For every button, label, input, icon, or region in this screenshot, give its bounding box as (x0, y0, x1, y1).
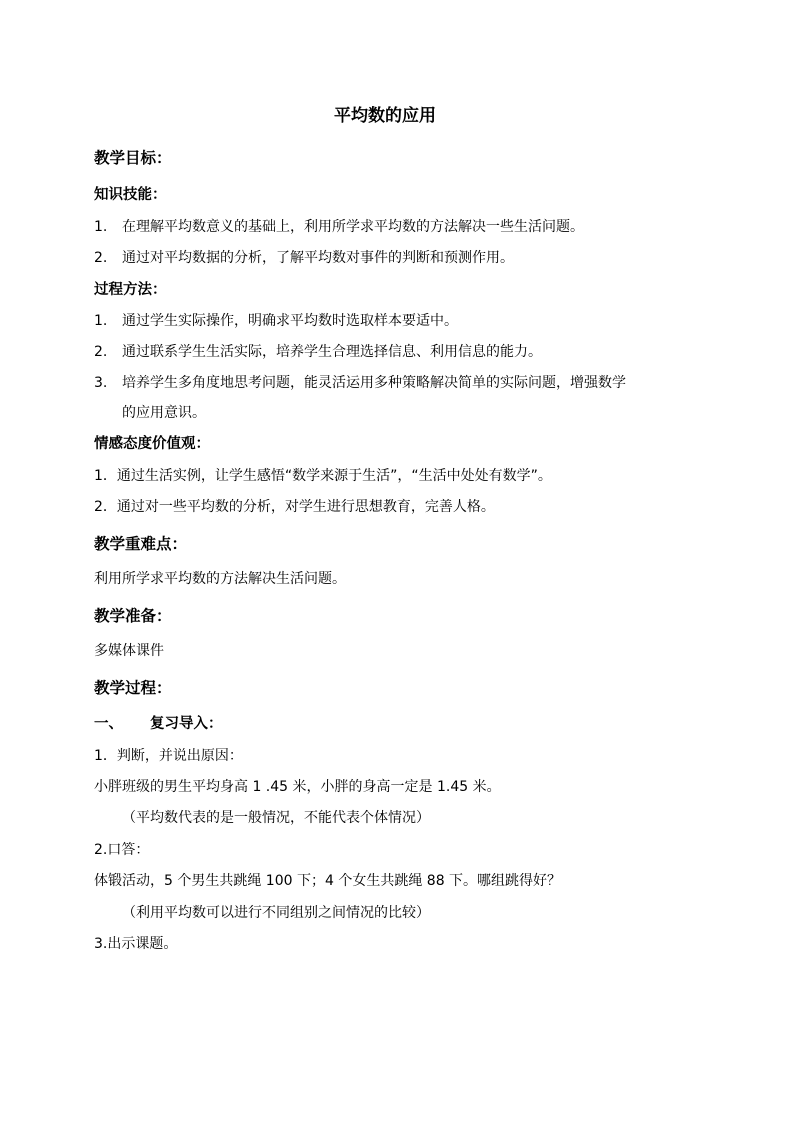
section-number: 一、 (94, 716, 123, 732)
objectives-heading: 教学目标： (94, 149, 172, 167)
attitude-item: 2．通过对一些平均数的分析，对学生进行思想教育，完善人格。 (94, 499, 495, 515)
attitude-item: 1．通过生活实例，让学生感悟“数学来源于生活”，“生活中处处有数学”。 (94, 468, 552, 484)
question-label: 1．判断，并说出原因： (94, 748, 243, 764)
document-title: 平均数的应用 (334, 106, 436, 126)
list-number: 1. (94, 313, 108, 329)
process-item: 通过学生实际操作，明确求平均数时选取样本要适中。 (122, 313, 458, 329)
question-text: 体锻活动，5 个男生共跳绳 100 下；4 个女生共跳绳 88 下。哪组跳得好？ (94, 873, 562, 889)
question-note: （平均数代表的是一般情况，不能代表个体情况） (122, 810, 430, 826)
question-label: 3.出示课题。 (94, 936, 178, 952)
list-number: 3. (94, 375, 108, 391)
question-label: 2.口答： (94, 842, 150, 858)
list-number: 2. (94, 344, 108, 360)
question-note: （利用平均数可以进行不同组别之间情况的比较） (122, 905, 430, 921)
process-item-continuation: 的应用意识。 (122, 405, 206, 421)
knowledge-heading: 知识技能： (94, 187, 167, 203)
process-item: 通过联系学生生活实际，培养学生合理选择信息、利用信息的能力。 (122, 344, 542, 360)
knowledge-item: 通过对平均数据的分析，了解平均数对事件的判断和预测作用。 (122, 250, 514, 266)
process-item: 培养学生多角度地思考问题，能灵活运用多种策略解决简单的实际问题，增强数学 (122, 375, 626, 391)
preparation-heading: 教学准备： (94, 607, 172, 625)
section-title: 复习导入： (150, 716, 223, 732)
question-text: 小胖班级的男生平均身高 1 .45 米，小胖的身高一定是 1.45 米。 (94, 779, 501, 795)
list-number: 2. (94, 250, 108, 266)
procedure-heading: 教学过程： (94, 679, 172, 697)
process-heading: 过程方法： (94, 282, 167, 298)
key-points-text: 利用所学求平均数的方法解决生活问题。 (94, 571, 346, 587)
knowledge-item: 在理解平均数意义的基础上，利用所学求平均数的方法解决一些生活问题。 (122, 219, 584, 235)
attitude-heading: 情感态度价值观： (94, 436, 210, 452)
list-number: 1. (94, 219, 108, 235)
preparation-text: 多媒体课件 (94, 643, 164, 659)
key-points-heading: 教学重难点： (94, 535, 188, 553)
